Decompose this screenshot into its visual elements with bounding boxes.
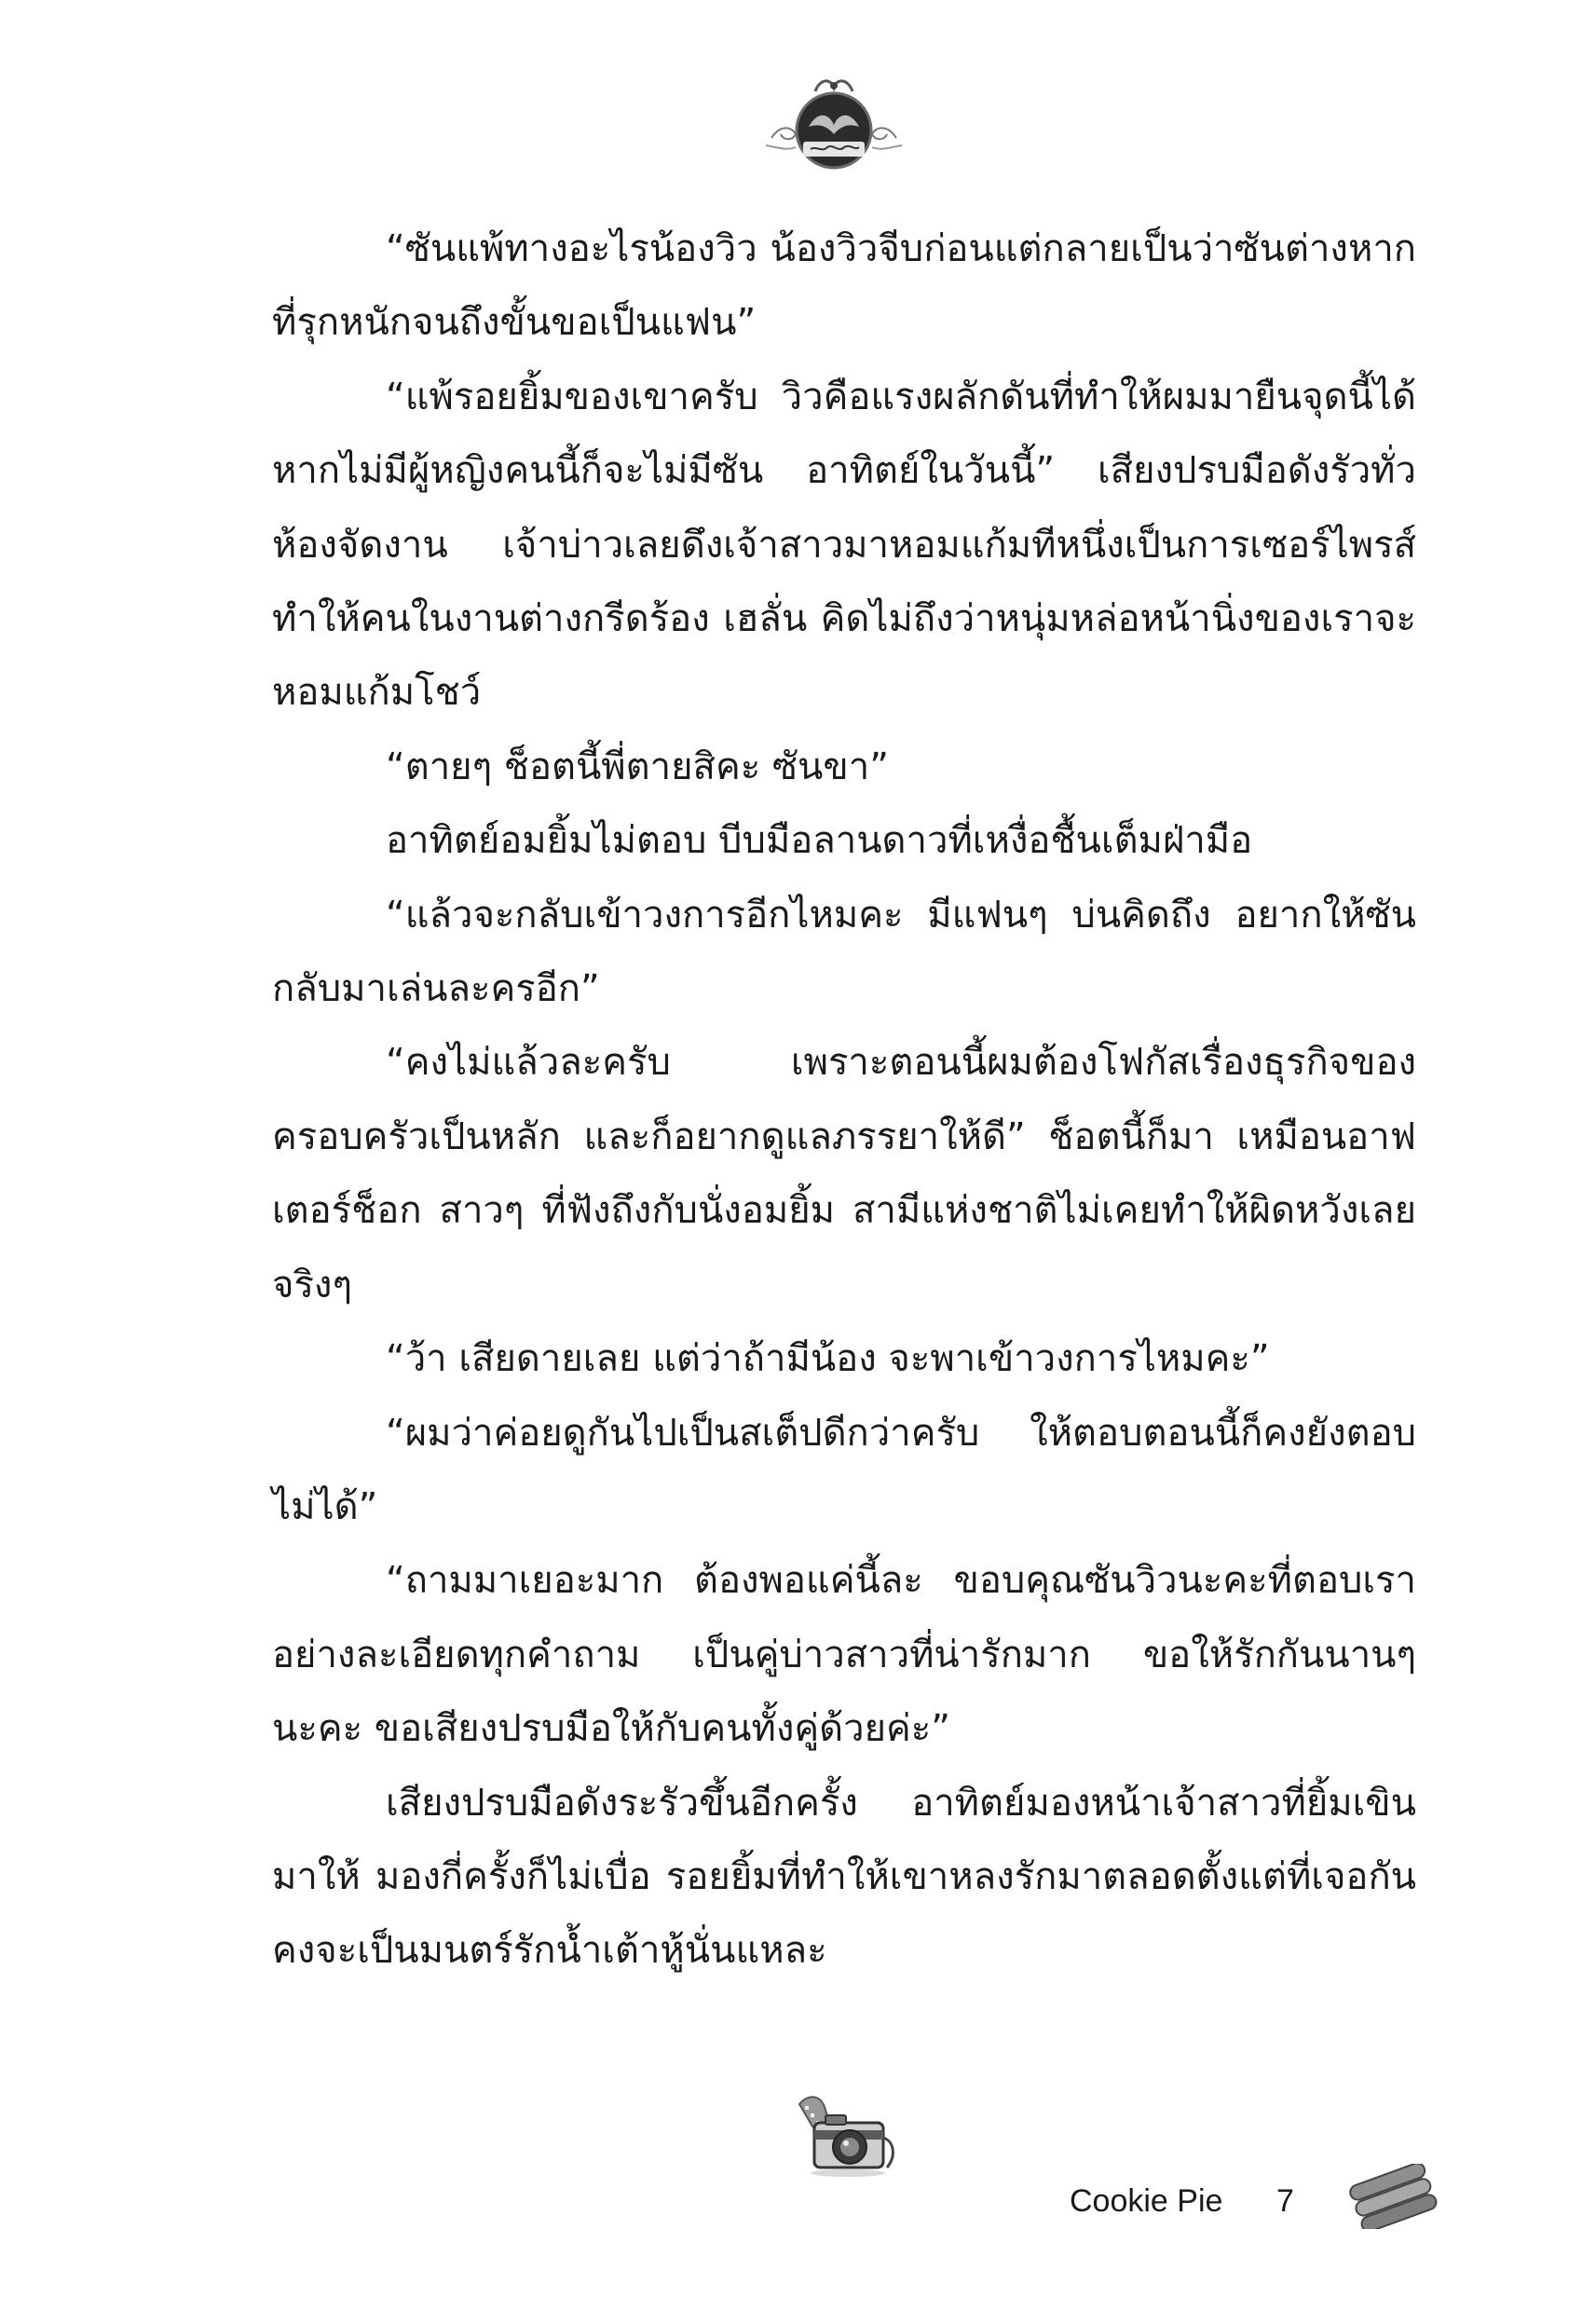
publisher-logo-icon bbox=[764, 73, 904, 175]
paragraph: “แพ้รอยยิ้มของเขาครับ วิวคือแรงผลักดันที่ทำให้ผมมายืนจุดนี้ได้ หากไม่มีผู้หญิงคนนี้ก็จะไม่มีซัน อาทิตย์ในวันนี้” เสียงปรบมือดังรัวทั่วห้องจัดงาน เจ้าบ่าวเลยดึงเจ้าสาวมาหอมแก้มทีหนึ่งเป็นการเซอร์ไพรส์ ทำให้คนในงานต่างกรีดร้อง เฮลั่น คิดไม่ถึงว่าหนุ่มหล่อหน้านิ่งของเราจะหอมแก้มโชว์ bbox=[272, 375, 1416, 715]
camera-icon bbox=[790, 2085, 900, 2179]
paragraph: “ตายๆ ช็อตนี้พี่ตายสิคะ ซันขา” bbox=[386, 745, 889, 788]
paragraph: “ผมว่าค่อยดูกันไปเป็นสเต็ปดีกว่าครับ ให้ตอบตอนนี้ก็คงยังตอบไม่ได้” bbox=[272, 1411, 1416, 1528]
paragraph: เสียงปรบมือดังระรัวขึ้นอีกครั้ง อาทิตย์มองหน้าเจ้าสาวที่ยิ้มเขินมาให้ มองกี่ครั้งก็ไม่เบื่อ รอยยิ้มที่ทำให้เขาหลงรักมาตลอดตั้งแต่ที่เจอกัน คงจะเป็นมนตร์รักน้ำเต้าหู้นั่นแหละ bbox=[272, 1781, 1416, 1973]
paragraph: “ว้า เสียดายเลย แต่ว่าถ้ามีน้อง จะพาเข้าวงการไหมคะ” bbox=[386, 1337, 1270, 1381]
paragraph: “คงไม่แล้วละครับ เพราะตอนนี้ผมต้องโฟกัสเรื่องธุรกิจของครอบครัวเป็นหลัก และก็อยากดูแลภรรยาให้ดี” ช็อตนี้ก็มา เหมือนอาฟเตอร์ช็อก สาวๆ ที่ฟังถึงกับนั่งอมยิ้ม สามีแห่งชาติไม่เคยทำให้ผิดหวังเลยจริงๆ bbox=[272, 1041, 1416, 1306]
cookie-ornament-icon bbox=[1346, 2164, 1439, 2229]
paragraph: อาทิตย์อมยิ้มไม่ตอบ บีบมือลานดาวที่เหงื่อชื้นเต็มฝ่ามือ bbox=[386, 819, 1253, 863]
paragraph: “แล้วจะกลับเข้าวงการอีกไหมคะ มีแฟนๆ บ่นคิดถึง อยากให้ซันกลับมาเล่นละครอีก” bbox=[272, 893, 1416, 1011]
page-number: 7 bbox=[1276, 2183, 1294, 2219]
body-text bbox=[272, 212, 1416, 1989]
paragraph: “ถามมาเยอะมาก ต้องพอแค่นี้ละ ขอบคุณซันวิวนะคะที่ตอบเราอย่างละเอียดทุกคำถาม เป็นคู่บ่าวสาวที่น่ารักมาก ขอให้รักกันนานๆ นะคะ ขอเสียงปรบมือให้กับคนทั้งคู่ด้วยค่ะ” bbox=[272, 1559, 1416, 1751]
paragraph: “ซันแพ้ทางอะไรน้องวิว น้องวิวจีบก่อนแต่กลายเป็นว่าซันต่างหากที่รุกหนักจนถึงขั้นขอเป็นแฟน” bbox=[272, 227, 1416, 345]
book-title: Cookie Pie bbox=[1070, 2183, 1223, 2219]
